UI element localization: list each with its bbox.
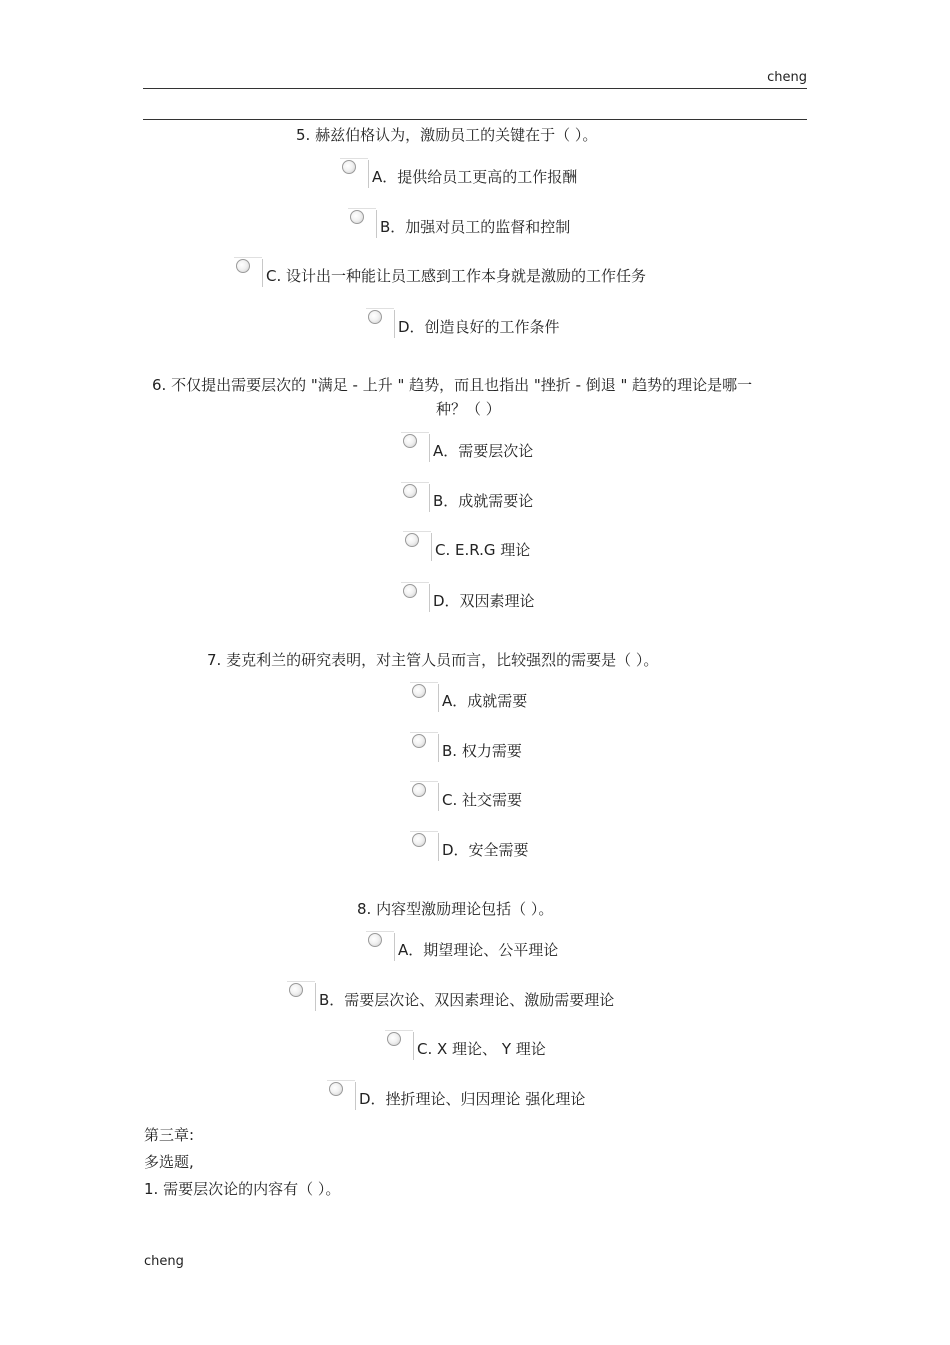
question-7-option-c[interactable] — [410, 781, 522, 811]
question-5-option-b[interactable] — [348, 208, 570, 238]
question-5-option-a[interactable] — [340, 158, 577, 188]
question-5-option-c[interactable] — [234, 257, 646, 287]
option-label: D．双因素理论 — [433, 592, 535, 610]
question-7: 7. 麦克利兰的研究表明，对主管人员而言，比较强烈的需要是（ ）。 — [207, 651, 659, 669]
radio-button-icon[interactable] — [340, 158, 370, 188]
question-6-option-b[interactable] — [401, 482, 533, 512]
question-7-option-d[interactable] — [410, 831, 529, 861]
question-8-option-b[interactable] — [287, 981, 614, 1011]
top-rule — [143, 119, 807, 120]
question-6-line-2: 种？（ ） — [436, 400, 501, 418]
radio-button-icon[interactable] — [385, 1030, 415, 1060]
option-label: B. 权力需要 — [442, 742, 522, 760]
question-type-heading: 多选题, — [144, 1153, 194, 1171]
radio-button-icon[interactable] — [401, 582, 431, 612]
question-8-option-a[interactable] — [366, 931, 558, 961]
radio-button-icon[interactable] — [410, 732, 440, 762]
radio-button-icon[interactable] — [410, 781, 440, 811]
radio-button-icon[interactable] — [403, 531, 433, 561]
option-label: B．需要层次论、双因素理论、激励需要理论 — [319, 991, 615, 1009]
option-label: A．提供给员工更高的工作报酬 — [372, 168, 578, 186]
multi-question-1: 1. 需要层次论的内容有（ ）。 — [144, 1180, 341, 1198]
option-label: D．安全需要 — [442, 841, 529, 859]
option-label: C. X 理论、 Y 理论 — [417, 1040, 546, 1058]
option-label: C. 设计出一种能让员工感到工作本身就是激励的工作任务 — [266, 267, 647, 285]
header-rule — [143, 88, 807, 89]
radio-button-icon[interactable] — [410, 831, 440, 861]
option-label: A．成就需要 — [442, 692, 528, 710]
option-label: A．需要层次论 — [433, 442, 534, 460]
chapter-heading: 第三章: — [144, 1126, 195, 1144]
option-label: B．成就需要论 — [433, 492, 534, 510]
option-label: A．期望理论、公平理论 — [398, 941, 559, 959]
question-5-option-d[interactable] — [366, 308, 560, 338]
question-5: 5. 赫兹伯格认为，激励员工的关键在于（ ）。 — [296, 126, 598, 144]
radio-button-icon[interactable] — [348, 208, 378, 238]
radio-button-icon[interactable] — [327, 1080, 357, 1110]
radio-button-icon[interactable] — [401, 482, 431, 512]
question-7-option-b[interactable] — [410, 732, 522, 762]
question-7-option-a[interactable] — [410, 682, 527, 712]
footer-author: cheng — [144, 1254, 184, 1269]
header-author: cheng — [767, 70, 807, 85]
question-8-option-d[interactable] — [327, 1080, 585, 1110]
option-label: D．创造良好的工作条件 — [398, 318, 560, 336]
radio-button-icon[interactable] — [401, 432, 431, 462]
radio-button-icon[interactable] — [287, 981, 317, 1011]
question-8-option-c[interactable] — [385, 1030, 546, 1060]
option-label: B．加强对员工的监督和控制 — [380, 218, 571, 236]
radio-button-icon[interactable] — [410, 682, 440, 712]
question-6-option-c[interactable] — [403, 531, 530, 561]
radio-button-icon[interactable] — [366, 308, 396, 338]
option-label: C. E.R.G 理论 — [435, 541, 531, 559]
option-label: C. 社交需要 — [442, 791, 523, 809]
radio-button-icon[interactable] — [234, 257, 264, 287]
question-6-option-a[interactable] — [401, 432, 533, 462]
question-6-option-d[interactable] — [401, 582, 535, 612]
radio-button-icon[interactable] — [366, 931, 396, 961]
question-8: 8. 内容型激励理论包括（ ）。 — [357, 900, 554, 918]
option-label: D．挫折理论、归因理论 强化理论 — [359, 1090, 586, 1108]
question-6-line-1: 6. 不仅提出需要层次的 "满足 - 上升 " 趋势，而且也指出 "挫折 - 倒退 " 趋势的理论是哪一 — [152, 376, 753, 394]
